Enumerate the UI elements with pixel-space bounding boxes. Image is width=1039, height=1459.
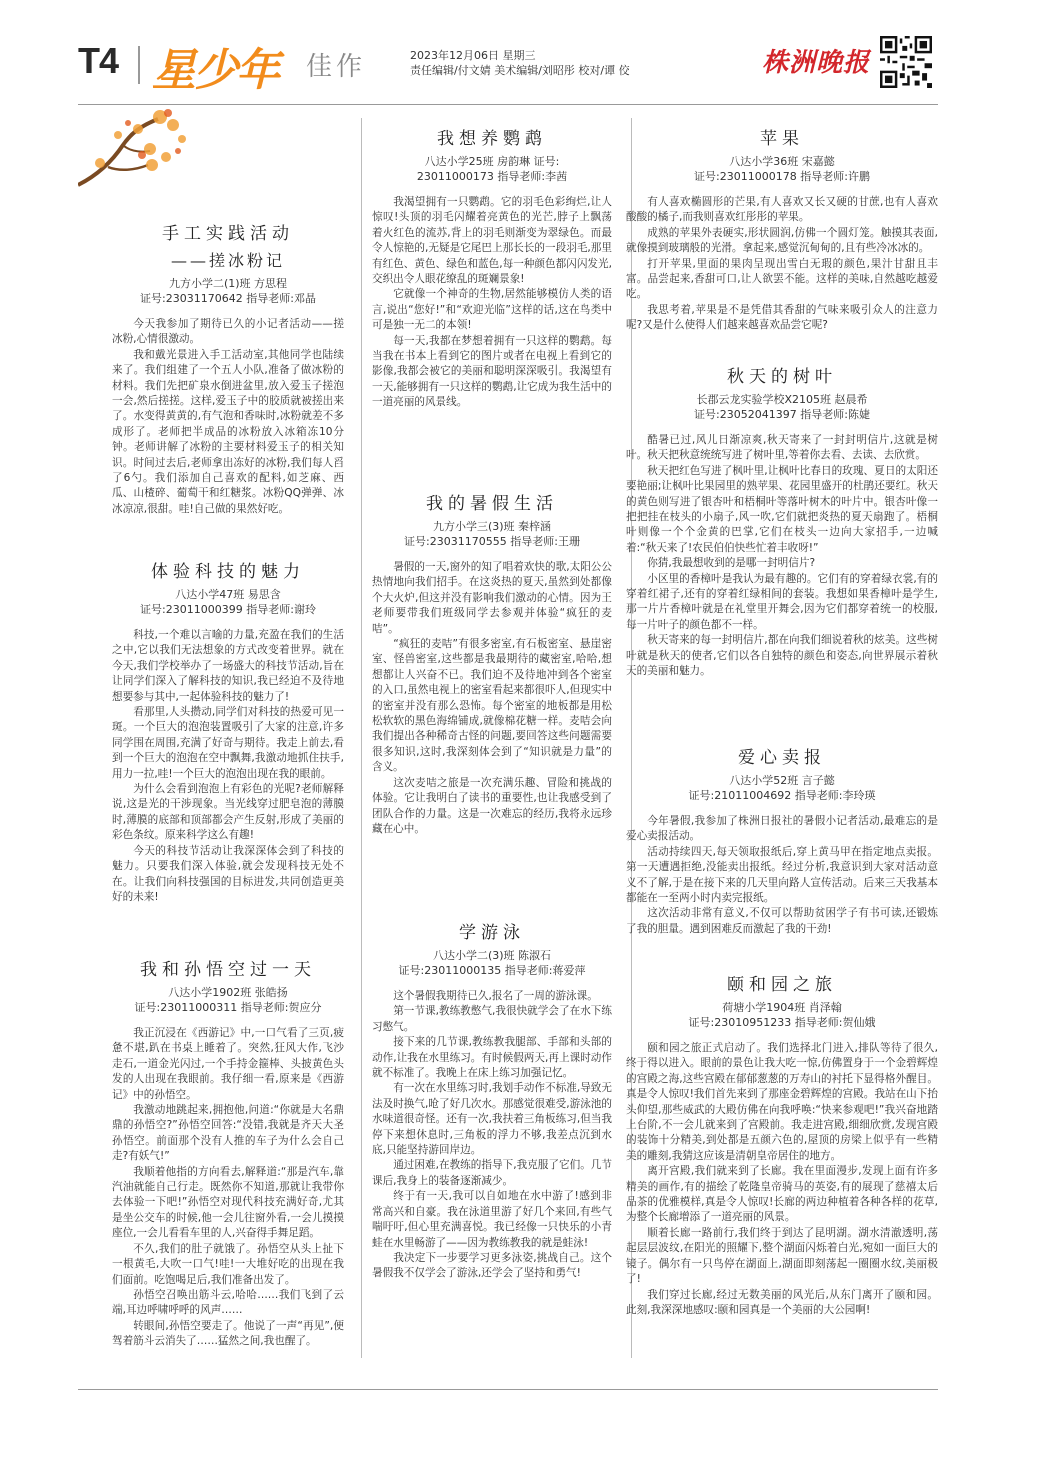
paragraph: 我渴望拥有一只鹦鹉。它的羽毛色彩绚烂,让人惊叹!头顶的羽毛闪耀着亮黄色的光芒,脖子上飘荡着火红色的流苏,背上的羽毛则渐变为翠绿色。而最令人惊艳的,无疑是它尾巴上那长长的一段羽毛,那里有红色、黄色、绿色和蓝色,每一种颜色都闪闪发光,交织出令人眼花缭乱的斑斓景象! — [372, 196, 612, 286]
article-title: 颐和园之旅 — [727, 975, 837, 995]
article-body — [626, 195, 938, 334]
article-cert: 证号:23031170642 指导老师:邓晶 — [140, 292, 316, 305]
paragraph: 我激动地跳起来,拥抱他,问道:“你就是大名鼎鼎的孙悟空?”孙悟空回答:“没错,我就是齐天大圣孙悟空。前面那个没有人推的车子为什么会自己走?有妖气!” — [112, 1104, 344, 1163]
article-tech-charm — [112, 557, 344, 905]
paragraph: 暑假的一天,窗外的知了唱着欢快的歌,太阳公公热情地向我们招手。在这炎热的夏天,虽然到处都像个大火炉,但这并没有影响我们激动的心情。因为王老师要带我们班级同学去参观并体验“疯狂的麦咭”。 — [372, 561, 612, 635]
newspaper-logo: 株洲晚报 — [762, 48, 871, 78]
article-title: 秋天的树叶 — [727, 367, 837, 387]
article-cert: 证号:23011000311 指导老师:贺应分 — [134, 1001, 322, 1014]
paragraph: 我顺着他指的方向看去,解释道:“那是汽车,靠汽油就能自己行走。既然你不知道,那就让我带你去体验一下吧!”孙悟空对现代科技充满好奇,尤其是坐公交车的时候,他一会儿往窗外看,一会儿摸摸座位,一会儿看看车里的人,兴奋得手舞足蹈。 — [112, 1165, 344, 1240]
paragraph: 它就像一个神奇的生物,居然能够模仿人类的语言,说出“您好!”和“欢迎光临”这样的话,这在鸟类中可是独一无二的本领! — [372, 288, 612, 332]
paragraph: 我们穿过长廊,经过无数美丽的风光后,从东门离开了颐和园。此刻,我深深地感叹:颐和园真是一个美丽的大公园啊! — [626, 1288, 938, 1316]
column-divider — [361, 118, 362, 1358]
article-byline: 八达小学25班 房韵琳 证号: — [424, 155, 560, 168]
autumn-tree-illustration — [78, 105, 198, 195]
article-cert: 证号:23011000135 指导老师:蒋爱萍 — [398, 964, 586, 977]
paragraph: 为什么会看到泡泡上有彩色的光呢?老师解释说,这是光的干涉现象。当光线穿过肥皂泡的薄膜时,薄膜的底部和顶部都会产生反射,形成了美丽的彩色条纹。原来科学这么有趣! — [112, 783, 344, 842]
paragraph: 我正沉浸在《西游记》中,一口气看了三页,疲惫不堪,趴在书桌上睡着了。突然,狂风大作,飞沙走石,一道金光闪过,一个手持金箍棒、头披黄色头发的人出现在我眼前。我仔细一看,原来是《西游记》中的孙悟空。 — [112, 1027, 344, 1101]
issue-date: 2023年12月06日 星期三 — [410, 49, 536, 62]
paragraph: 秋天寄来的每一封明信片,都在向我们细说着秋的炫美。这些树叶就是秋天的使者,它们以各自独特的颜色和姿态,向世界展示着秋天的美丽和魅力。 — [626, 634, 938, 678]
paragraph: 这次麦咭之旅是一次充满乐趣、冒险和挑战的体验。它让我明白了读书的重要性,也让我感受到了团队合作的力量。这是一次难忘的经历,我将永远珍藏在心中。 — [372, 776, 612, 835]
article-charity-newspaper — [626, 743, 938, 937]
paragraph: 小区里的香樟叶是我认为最有趣的。它们有的穿着绿衣裳,有的穿着红裙子,还有的穿着红绿相间的套装。我想如果香樟叶是学生,那一片片香樟叶就是在礼堂里开舞会,因为它们都穿着统一的校服,每一片叶子的颜色都不一样。 — [626, 572, 938, 631]
article-swimming — [372, 918, 612, 1282]
article-body — [626, 1041, 938, 1318]
paragraph: 孙悟空召唤出筋斗云,哈哈……我们飞到了云端,耳边呼啸呼呼的风声…… — [112, 1288, 344, 1317]
paragraph: 这个暑假我期待已久,报名了一周的游泳课。 — [393, 990, 598, 1002]
column-brand: 星少年 — [152, 45, 278, 96]
paragraph: 终于有一天,我可以自如地在水中游了!感到非常高兴和自豪。我在泳道里游了好几个来回,有些气喘吁吁,但心里充满喜悦。我已经像一只快乐的小青蛙在水里畅游了——因为教练教我的就是蛙泳! — [372, 1190, 612, 1249]
paragraph: 通过困难,在教练的指导下,我克服了它们。几节课后,我身上的装备逐渐减少。 — [372, 1159, 612, 1187]
article-summer-palace — [626, 970, 938, 1318]
article-title: 学游泳 — [459, 923, 525, 943]
paragraph: 打开苹果,里面的果肉呈现出雪白无瑕的颜色,果汁甘甜且丰富。品尝起来,香甜可口,让人欲罢不能。这样的美味,自然越吃越爱吃。 — [626, 257, 938, 301]
paragraph: 不久,我们的肚子就饿了。孙悟空从头上扯下一根黄毛,大吹一口气!哇!一大堆好吃的出现在我们面前。吃饱喝足后,我们准备出发了。 — [112, 1242, 344, 1286]
article-body — [372, 195, 612, 411]
paragraph: 我决定下一步要学习更多泳姿,挑战自己。这个暑假我不仅学会了游泳,还学会了坚持和勇气! — [372, 1251, 612, 1280]
article-cert: 证号:23011000399 指导老师:谢玲 — [140, 603, 316, 616]
issue-meta — [410, 48, 630, 78]
paragraph: 看那里,人头攒动,同学们对科技的热爱可见一斑。一个巨大的泡泡装置吸引了大家的注意,许多同学围在周围,充满了好奇与期待。我走上前去,看到一个巨大的泡泡在空中飘舞,我激动地抓住扶手,用力一拉,哇!一个巨大的泡泡出现在我的眼前。 — [112, 706, 344, 780]
article-title: 体验科技的魅力 — [151, 562, 305, 582]
paragraph: “疯狂的麦咭”有很多密室,有石板密室、悬崖密室、怪兽密室,这些都是我最期待的藏密室,哈哈,想想都让人兴奋不已。我们迫不及待地冲到各个密室的入口,虽然电视上的密室看起来都很吓人,但现实中的密室并没有那么恐怖。每个密室的地板都是用松松软软的黑色海绵铺成,就像棉花糖一样。麦咭会向我们提出各种稀奇古怪的问题,要回答这些问题需要很多知识,这时,我深刻体会到了“知识就是力量”的含义。 — [372, 638, 612, 774]
qr-code-icon — [880, 36, 932, 88]
article-body — [626, 433, 938, 680]
paragraph: 今天我参加了期待已久的小记者活动——搓冰粉,心情很激动。 — [112, 318, 344, 346]
article-cert: 证号:21011004692 指导老师:李玲瑛 — [688, 789, 876, 802]
article-summer-life — [372, 489, 612, 837]
article-byline: 八达小学二(3)班 陈淑石 — [432, 949, 552, 962]
paragraph: 科技,一个难以言喻的力量,充盈在我们的生活之中,它以我们无法想象的方式改变着世界。就在今天,我们学校举办了一场盛大的科技节活动,旨在让同学们深入了解科技的知识,我已经迫不及待地想要参与其中,一起体验科技的魅力了! — [112, 629, 344, 703]
section-title: 佳作 — [306, 52, 367, 82]
paragraph: 成熟的苹果外表硬实,形状圆润,仿佛一个圆灯笼。触摸其表面,就像摸到玻璃般的光滑。拿起来,感觉沉甸甸的,且有些冷冰冰的。 — [626, 226, 938, 255]
paragraph: 你猜,我最想收到的是哪一封明信片? — [647, 557, 816, 570]
paragraph: 秋天把红色写进了枫叶里,让枫叶比春日的玫瑰、夏日的太阳还要艳丽;让枫叶比果园里的熟苹果、花园里盛开的杜鹃还要红。秋天的黄色则写进了银杏叶和梧桐叶等落叶树木的叶片中。银杏叶像一把把挂在枝头的小扇子,风一吹,它们就把炎热的夏天扇跑了。梧桐叶则像一个个金黄的巴掌,它们在枝头一边向大家招手,一边喊着:“秋天来了!农民伯伯快些忙着丰收呀!” — [626, 464, 938, 554]
article-autumn-leaves — [626, 362, 938, 680]
paragraph: 活动持续四天,每天领取报纸后,穿上黄马甲在指定地点卖报。第一天遭遇拒绝,没能卖出报纸。经过分析,我意识到大家对活动意义不了解,于是在接下来的几天里向路人宣传活动。后来三天我基本都能在一至两小时内卖完报纸。 — [626, 845, 938, 905]
article-ice-jelly — [112, 219, 344, 517]
paragraph: 今年暑假,我参加了株洲日报社的暑假小记者活动,最难忘的是爱心卖报活动。 — [626, 815, 938, 843]
article-sun-wukong — [112, 955, 344, 1350]
article-cert: 证号:23052041397 指导老师:陈婕 — [694, 408, 870, 421]
paragraph: 我思考着,苹果是不是凭借其香甜的气味来吸引众人的注意力呢?又是什么使得人们越来越喜欢品尝它呢? — [626, 303, 938, 332]
article-body — [112, 1026, 344, 1350]
article-body — [372, 989, 612, 1282]
article-title: 我和孙悟空过一天 — [140, 960, 316, 980]
paragraph: 第一节课,教练教憋气,我很快就学会了在水下练习憋气。 — [372, 1005, 612, 1033]
article-subtitle: ——搓冰粉记 — [170, 251, 285, 270]
article-byline: 九方小学二(1)班 方思程 — [168, 277, 288, 290]
article-byline: 八达小学52班 言子懿 — [729, 774, 835, 787]
paragraph: 接下来的几节课,教练教我腿部、手部和头部的动作,让我在水里练习。有时候假两天,再上课时动作就不标准了。我晚上在床上练习加强记忆。 — [372, 1036, 612, 1080]
paragraph: 每一天,我都在梦想着拥有一只这样的鹦鹉。每当我在书本上看到它的图片或者在电视上看到它的影像,我都会被它的美丽和聪明深深吸引。我渴望有一天,能够拥有一只这样的鹦鹉,让它成为我生活中的一道亮丽的风景线。 — [372, 334, 612, 409]
header-rule — [78, 104, 938, 105]
paragraph: 这次活动非常有意义,不仅可以帮助贫困学子有书可读,还锻炼了我的胆量。遇到困难反而激起了我的干劲! — [626, 907, 938, 935]
article-title: 我的暑假生活 — [426, 494, 558, 514]
article-cert: 证号:23031170555 指导老师:王珊 — [404, 535, 580, 548]
paragraph: 颐和园之旅正式启动了。我们选择北门进入,排队等待了很久,终于得以进入。眼前的景色让我大吃一惊,仿佛置身于一个金碧辉煌的宫殿之海,这些宫殿在郁郁葱葱的万寿山的衬托下显得格外醒目。真是令人惊叹!我们首先来到了那座金碧辉煌的宫殿。我站在山下抬头仰望,那些威武的大殿仿佛在向我呼唤:“快来参观吧!”我兴奋地踏上台阶,不一会儿就来到了宫殿前。我走进宫殿,细细欣赏,发现宫殿的装饰十分精美,到处都是五颜六色的,屋顶的房梁上似乎有一些精美的雕刻,我猜这应该是清朝皇帝居住的地方。 — [626, 1042, 938, 1162]
paragraph: 今天的科技节活动让我深深体会到了科技的魅力。只要我们深入体验,就会发现科技无处不在。让我们向科技强国的目标进发,共同创造更美好的未来! — [112, 844, 344, 903]
paragraph: 离开宫殿,我们就来到了长廊。我在里面漫步,发现上面有许多精美的画作,有的描绘了乾隆皇帝骑马的英姿,有的展现了慈禧太后品茶的优雅模样,真是令人惊叹!长廊的两边种植着各种各样的花草,为整个长廊增添了一道亮丽的风景。 — [626, 1165, 938, 1224]
paragraph: 我和戴光景进入手工活动室,其他同学也陆续来了。我们组建了一个五人小队,准备了做冰粉的材料。我们先把矿泉水倒进盆里,放入爱玉子搓泡一会,然后搓搓。这样,爱玉子中的胶质就被搓出来了。水变得黄黄的,有气泡和香味时,冰粉就差不多成形了。老师把半成品的冰粉放入冰箱冻10分钟。老师讲解了冰粉的主要材料爱玉子的相关知识。时间过去后,老师拿出冻好的冰粉,我们每人舀了6勺。我们添加自己喜欢的配料,如芝麻、西瓜、山楂碎、葡萄干和红糖浆。冰粉QQ弹弹、冰冰凉凉,很甜。哇!自己做的果然好吃。 — [112, 348, 344, 515]
footer-rule — [78, 1389, 938, 1390]
page-number: T4 — [78, 40, 119, 81]
article-byline: 长郡云龙实验学校X2105班 赵晨希 — [696, 393, 868, 406]
paragraph: 顺着长廊一路前行,我们终于到达了昆明湖。湖水清澈透明,荡起层层波纹,在阳光的照耀下,整个湖面闪烁着白光,宛如一面巨大的镜子。偶尔有一只鸟停在湖面上,湖面即刻荡起一圈圈水纹,美丽极了! — [626, 1226, 938, 1286]
article-body — [626, 814, 938, 937]
article-body — [112, 628, 344, 905]
article-byline: 八达小学1902班 张皓扬 — [168, 986, 288, 999]
article-byline: 荷塘小学1904班 肖泽翰 — [722, 1001, 842, 1014]
article-title: 苹果 — [760, 129, 804, 149]
article-title: 爱心卖报 — [738, 748, 826, 768]
article-body — [372, 560, 612, 837]
paragraph: 转眼间,孙悟空要走了。他说了一声“再见”,便驾着筋斗云消失了……猛然之间,我也醒了。 — [112, 1319, 344, 1348]
article-body — [112, 317, 344, 517]
article-cert: 证号:23010951233 指导老师:贺仙娥 — [688, 1016, 876, 1029]
article-apple — [626, 124, 938, 334]
article-cert: 证号:23011000178 指导老师:许鹏 — [694, 170, 870, 183]
article-byline: 九方小学三(3)班 秦梓涵 — [432, 520, 552, 533]
article-byline: 八达小学47班 易思含 — [175, 588, 281, 601]
paragraph: 有一次在水里练习时,我划手动作不标准,导致无法及时换气,呛了好几次水。那感觉很难受,游泳池的水味道很奇怪。还有一次,我扶着三角板练习,但当我停下来想休息时,三角板的浮力不够,我差点沉到水底,只能坚持游回岸边。 — [372, 1082, 612, 1157]
article-parrot — [372, 124, 612, 411]
article-title: 我想养鹦鹉 — [437, 129, 547, 149]
masthead — [78, 32, 938, 104]
paragraph: 酷暑已过,风儿日渐凉爽,秋天寄来了一封封明信片,这就是树叶。秋天把秋意统统写进了树叶里,等着你去看、去读、去欣赏。 — [626, 434, 938, 462]
article-byline: 八达小学36班 宋嘉懿 — [729, 155, 835, 168]
paragraph: 有人喜欢椭圆形的芒果,有人喜欢又长又硬的甘蔗,也有人喜欢酸酸的橘子,而我则喜欢红彤彤的苹果。 — [626, 196, 938, 224]
article-cert: 23011000173 指导老师:李茜 — [416, 170, 568, 183]
masthead-divider — [138, 46, 140, 84]
editors-credit: 责任编辑/付文婧 美术编辑/刘昭彤 校对/谭 佼 — [410, 64, 630, 77]
article-title: 手工实践活动 — [162, 224, 294, 244]
